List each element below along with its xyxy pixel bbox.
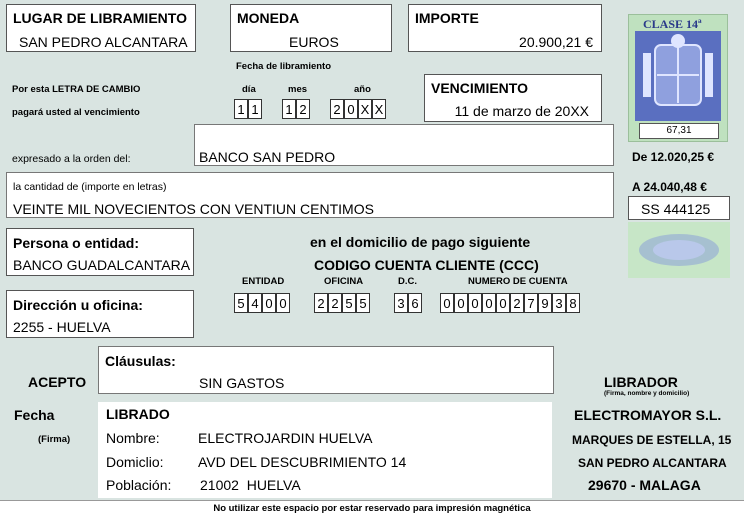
nombre-value[interactable]: ELECTROJARDIN HUELVA	[198, 430, 373, 446]
digit[interactable]: 5	[356, 293, 370, 313]
persona-value[interactable]: BANCO GUADALCANTARA	[13, 257, 191, 273]
digit[interactable]: 0	[482, 293, 496, 313]
moneda-box	[230, 4, 392, 52]
anio-label: año	[354, 84, 371, 95]
persona-box	[6, 228, 194, 276]
clausulas-value: SIN GASTOS	[199, 375, 285, 391]
letra-text-1: Por esta LETRA DE CAMBIO	[12, 84, 141, 95]
moneda-value[interactable]: EUROS	[289, 34, 339, 50]
librador-note: (Firma, nombre y domicilio)	[604, 390, 690, 397]
digit[interactable]: 0	[454, 293, 468, 313]
cuenta-label: NUMERO DE CUENTA	[468, 276, 568, 287]
digit[interactable]: 1	[234, 99, 248, 119]
lugar-label: LUGAR DE LIBRAMIENTO	[13, 10, 187, 26]
entidad-label: ENTIDAD	[242, 276, 285, 287]
digit[interactable]: 2	[314, 293, 328, 313]
digit[interactable]: 0	[276, 293, 290, 313]
nombre-label: Nombre:	[106, 430, 160, 446]
magnetic-footer: No utilizar este espacio por estar reservado para impresión magnética	[0, 500, 744, 519]
digit[interactable]: 7	[524, 293, 538, 313]
digit[interactable]: 2	[330, 99, 344, 119]
dc-digits[interactable]	[394, 293, 422, 313]
librado-label: LIBRADO	[106, 406, 170, 422]
direccion-value[interactable]: 2255 - HUELVA	[13, 319, 111, 335]
digit[interactable]: 0	[440, 293, 454, 313]
librador-label: LIBRADOR	[604, 374, 678, 390]
importe-label: IMPORTE	[415, 10, 479, 26]
orden-label: expresado a la orden del:	[12, 153, 131, 165]
firma-label: (Firma)	[38, 434, 71, 445]
acepto-label: ACEPTO	[28, 374, 87, 390]
dc-label: D.C.	[398, 276, 417, 287]
fecha-label: Fecha	[14, 407, 55, 423]
clausulas-label: Cláusulas:	[105, 353, 176, 369]
mes-digits[interactable]	[282, 99, 310, 119]
persona-label: Persona o entidad:	[13, 235, 140, 251]
importe-value[interactable]: 20.900,21 €	[519, 34, 593, 50]
digit[interactable]: 6	[408, 293, 422, 313]
lugar-value[interactable]: SAN PEDRO ALCANTARA	[19, 34, 188, 50]
stamp-a: A 24.040,48 €	[632, 180, 707, 194]
fecha-libramiento-label: Fecha de libramiento	[236, 61, 332, 72]
digit[interactable]: 8	[566, 293, 580, 313]
domicilio-label: Domiclio:	[106, 454, 164, 470]
tax-stamp	[628, 14, 728, 142]
dia-label: día	[242, 84, 256, 95]
digit[interactable]: 4	[248, 293, 262, 313]
vencimiento-label: VENCIMIENTO	[431, 80, 528, 96]
domicilio-value[interactable]: AVD DEL DESCUBRIMIENTO 14	[198, 454, 407, 470]
digit[interactable]: 2	[510, 293, 524, 313]
vencimiento-value[interactable]: 11 de marzo de 20XX	[454, 103, 589, 119]
poblacion-value[interactable]: 21002 HUELVA	[200, 477, 301, 493]
orden-field[interactable]	[194, 124, 614, 166]
digit[interactable]: 3	[394, 293, 408, 313]
librador-street: MARQUES DE ESTELLA, 15	[572, 433, 732, 447]
digit[interactable]: 9	[538, 293, 552, 313]
orden-value: BANCO SAN PEDRO	[199, 149, 336, 165]
entidad-digits[interactable]	[234, 293, 290, 313]
anio-digits[interactable]	[330, 99, 386, 119]
poblacion-label: Población:	[106, 477, 172, 493]
librado-box	[98, 402, 552, 498]
clausulas-box[interactable]	[98, 346, 554, 394]
oficina-label: OFICINA	[324, 276, 364, 287]
digit[interactable]: 0	[496, 293, 510, 313]
stamp-price: 67,31	[639, 123, 719, 139]
cantidad-field[interactable]	[6, 172, 614, 218]
dia-digits[interactable]	[234, 99, 262, 119]
mes-label: mes	[288, 84, 308, 95]
vencimiento-box	[424, 74, 602, 122]
digit[interactable]: 3	[552, 293, 566, 313]
librador-postal: 29670 - MALAGA	[588, 477, 701, 493]
digit[interactable]: 0	[344, 99, 358, 119]
lugar-box	[6, 4, 196, 52]
digit[interactable]: 5	[342, 293, 356, 313]
digit[interactable]: X	[358, 99, 372, 119]
coat-of-arms-icon	[635, 31, 721, 121]
direccion-box	[6, 290, 194, 338]
cantidad-label: la cantidad de (importe en letras)	[13, 181, 167, 193]
domicilio-line1: en el domicilio de pago siguiente	[310, 234, 531, 250]
digit[interactable]: 2	[296, 99, 310, 119]
digit[interactable]: 0	[262, 293, 276, 313]
cantidad-value: VEINTE MIL NOVECIENTOS CON VENTIUN CENTIMOS	[13, 201, 374, 217]
cuenta-digits[interactable]	[440, 293, 580, 313]
stamp-serial-box	[628, 196, 730, 220]
watermark-seal	[628, 222, 730, 278]
moneda-label: MONEDA	[237, 10, 300, 26]
stamp-clase: CLASE 14ª	[643, 17, 702, 31]
digit[interactable]: 1	[248, 99, 262, 119]
importe-box	[408, 4, 602, 52]
digit[interactable]: X	[372, 99, 386, 119]
stamp-serial: SS 444125	[641, 201, 711, 217]
direccion-label: Dirección u oficina:	[13, 297, 143, 313]
digit[interactable]: 1	[282, 99, 296, 119]
domicilio-line2: CODIGO CUENTA CLIENTE (CCC)	[314, 257, 539, 273]
digit[interactable]: 2	[328, 293, 342, 313]
digit[interactable]: 0	[468, 293, 482, 313]
digit[interactable]: 5	[234, 293, 248, 313]
stamp-de: De 12.020,25 €	[632, 150, 715, 164]
letra-text-2: pagará usted al vencimiento	[12, 107, 140, 118]
librador-city: SAN PEDRO ALCANTARA	[578, 456, 727, 470]
oficina-digits[interactable]	[314, 293, 370, 313]
librador-name: ELECTROMAYOR S.L.	[574, 407, 722, 423]
